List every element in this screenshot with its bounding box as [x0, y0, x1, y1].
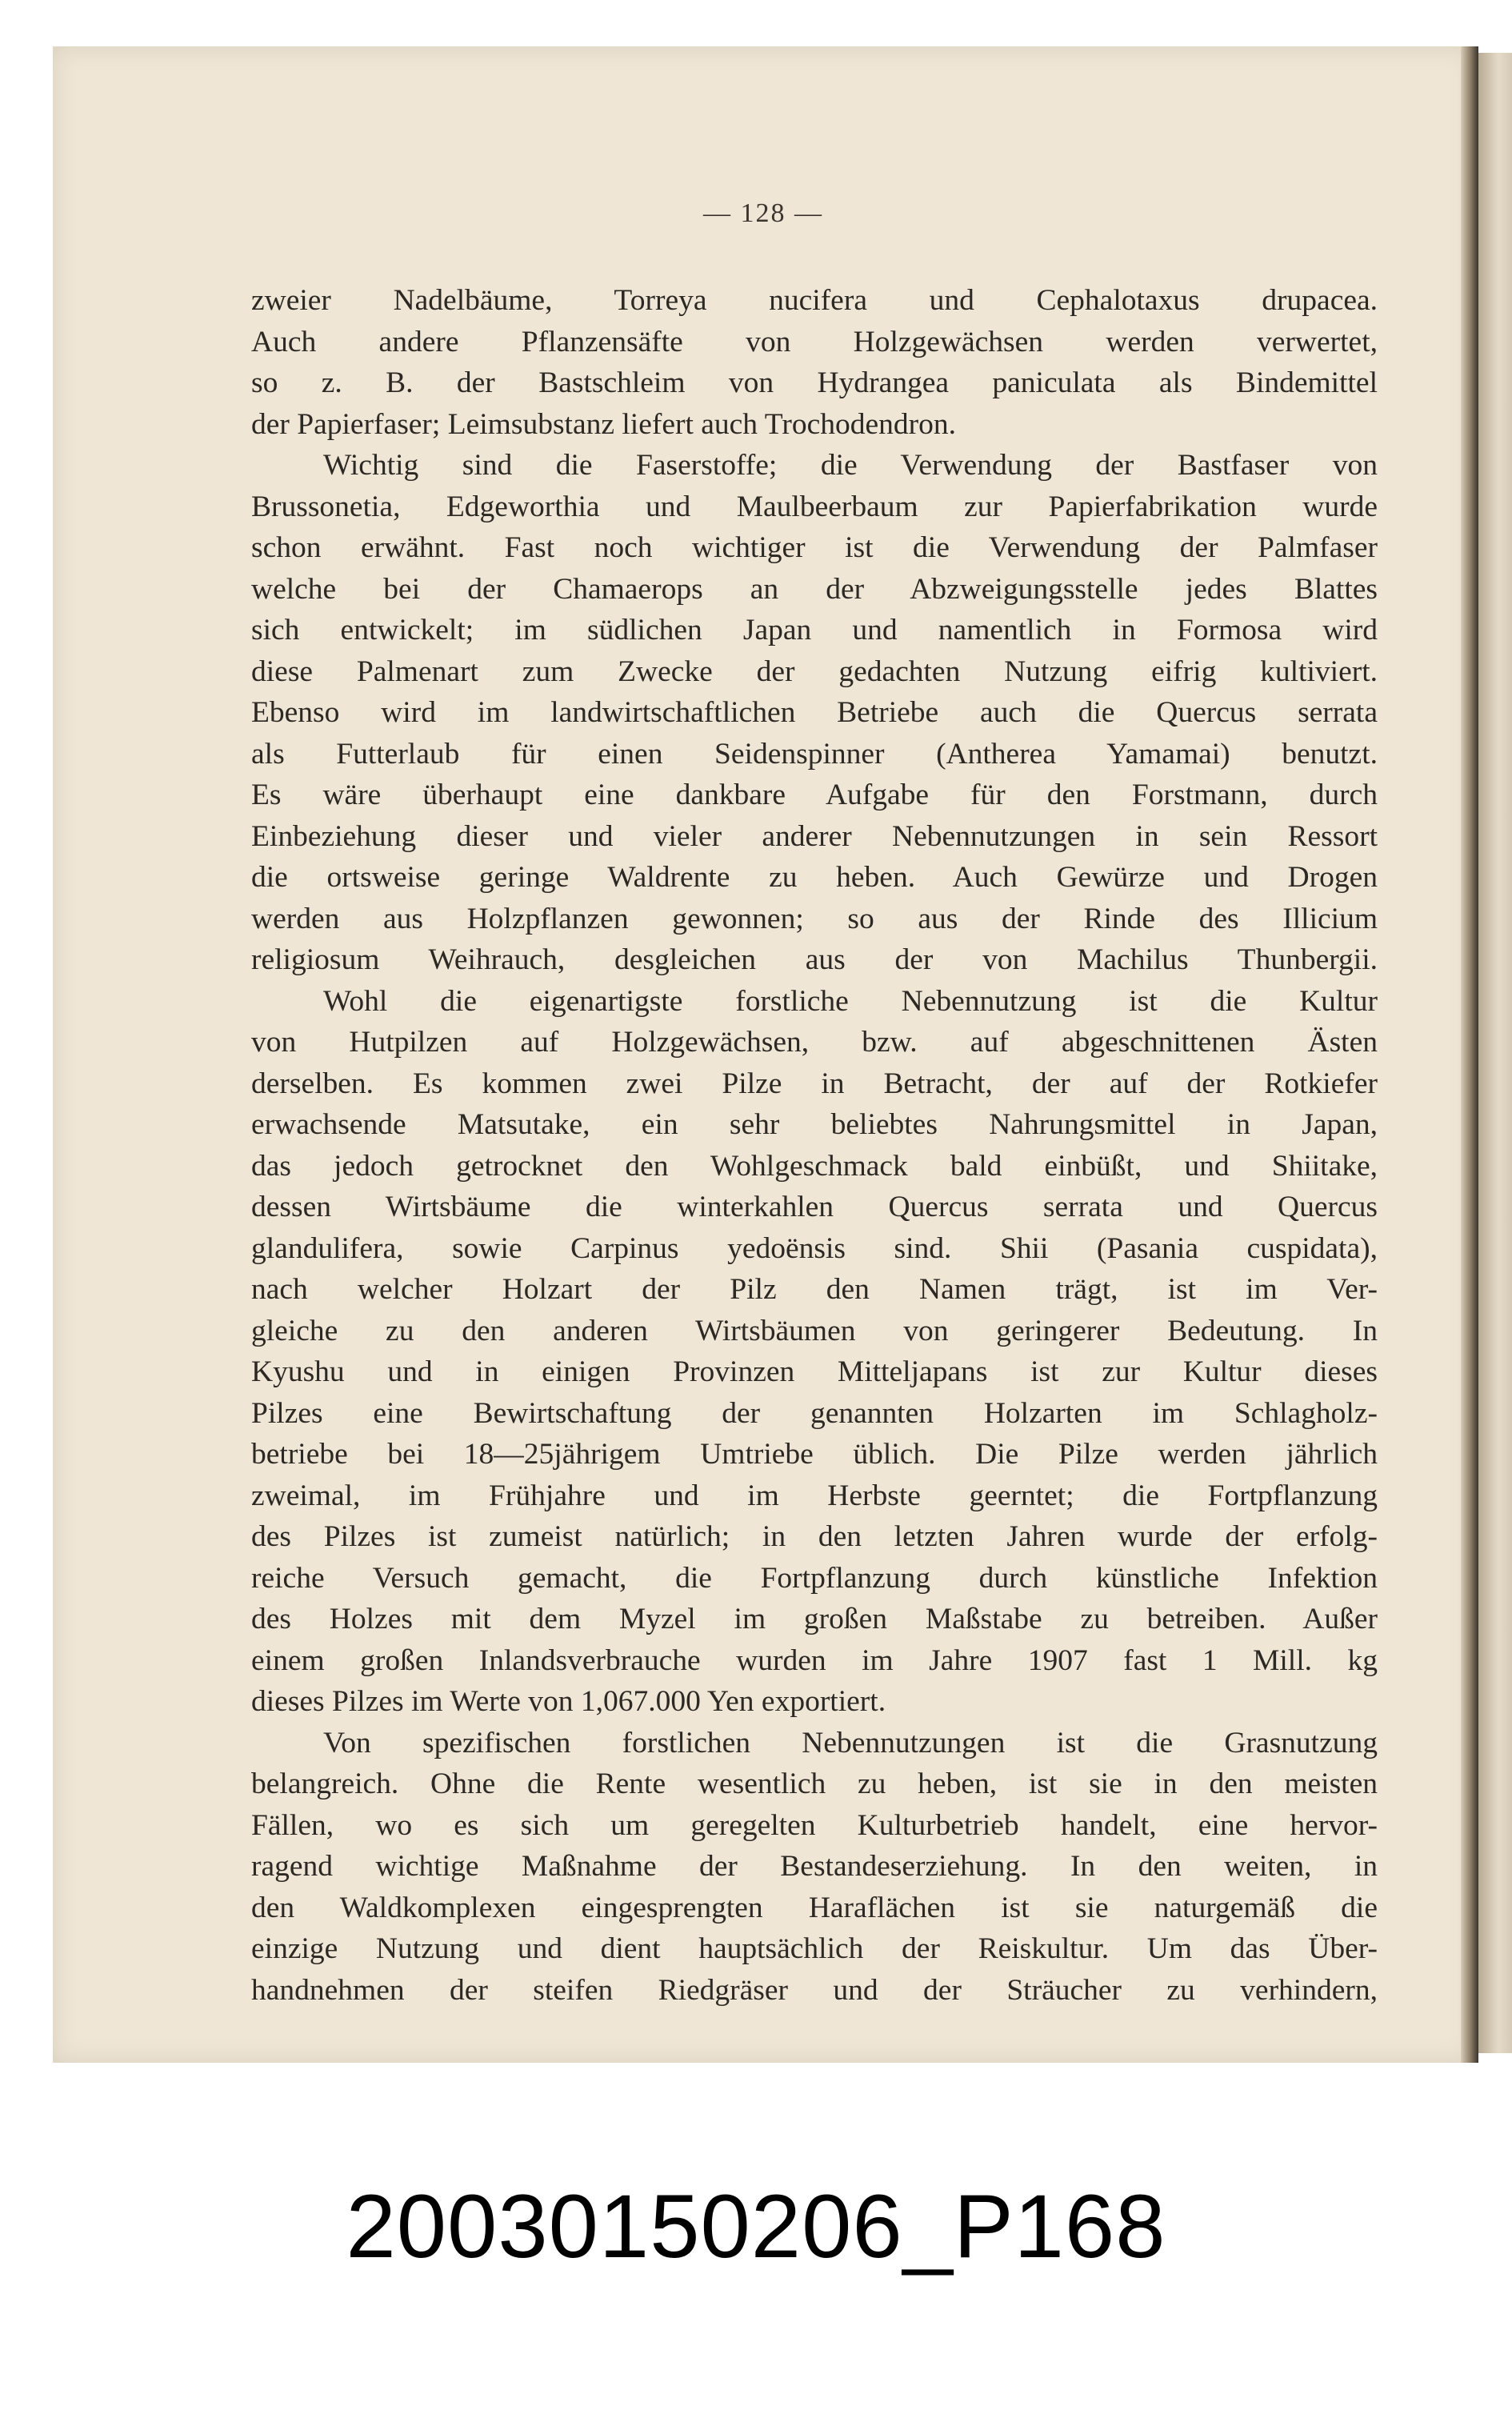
text-line: schon erwähnt. Fast noch wichtiger ist die Verwendung der Palmfaser: [251, 531, 1378, 564]
text-line: diese Palmenart zum Zwecke der gedachten Nutzung eifrig kultiviert.: [251, 655, 1378, 688]
text-line: ragend wichtige Maßnahme der Bestandeserziehung. In den weiten, in: [251, 1850, 1378, 1883]
text-line: reiche Versuch gemacht, die Fortpflanzung durch künstliche Infektion: [251, 1561, 1378, 1595]
text-line: das jedoch getrocknet den Wohlgeschmack bald einbüßt, und Shiitake,: [251, 1149, 1378, 1183]
text-line: Auch andere Pflanzensäfte von Holzgewächsen werden verwertet,: [251, 325, 1378, 358]
text-line: religiosum Weihrauch, desgleichen aus der von Machilus Thunbergii.: [251, 943, 1378, 976]
text-line: Einbeziehung dieser und vieler anderer Nebennutzungen in sein Ressort: [251, 819, 1378, 853]
text-line: Es wäre überhaupt eine dankbare Aufgabe für den Forstmann, durch: [251, 779, 1378, 811]
text-line: so z. B. der Bastschleim von Hydrangea paniculata als Bindemittel: [251, 366, 1378, 399]
text-line: als Futterlaub für einen Seidenspinner (Antherea Yamamai) benutzt.: [251, 737, 1378, 771]
text-line: einem großen Inlandsverbrauche wurden im Jahre 1907 fast 1 Mill. kg: [251, 1643, 1378, 1677]
text-line: dieses Pilzes im Werte von 1,067.000 Yen exportiert.: [251, 1685, 886, 1718]
text-line: des Holzes mit dem Myzel im großen Maßstabe zu betreiben. Außer: [251, 1603, 1378, 1635]
text-line: Kyushu und in einigen Provinzen Mitteljapans ist zur Kultur dieses: [251, 1355, 1378, 1388]
text-line: die ortsweise geringe Waldrente zu heben. Auch Gewürze und Drogen: [251, 861, 1378, 894]
text-line: Wichtig sind die Faserstoffe; die Verwendung der Bastfaser von: [323, 449, 1378, 482]
text-line: Fällen, wo es sich um geregelten Kulturbetrieb handelt, eine hervor-: [251, 1808, 1378, 1842]
text-line: einzige Nutzung und dient hauptsächlich der Reiskultur. Um das Über-: [251, 1932, 1378, 1965]
text-line: derselben. Es kommen zwei Pilze in Betracht, der auf der Rotkiefer: [251, 1067, 1378, 1100]
text-line: nach welcher Holzart der Pilz den Namen trägt, ist im Ver-: [251, 1273, 1378, 1306]
image-id-caption: 20030150206_P168: [346, 2176, 1166, 2276]
page-sheet: [53, 46, 1474, 2063]
text-line: zweier Nadelbäume, Torreya nucifera und Cephalotaxus drupacea.: [251, 284, 1378, 317]
text-line: gleiche zu den anderen Wirtsbäumen von geringerer Bedeutung. In: [251, 1314, 1378, 1347]
page-number: — 128 —: [703, 198, 823, 228]
text-line: zweimal, im Frühjahre und im Herbste geerntet; die Fortpflanzung: [251, 1479, 1378, 1512]
text-line: Ebenso wird im landwirtschaftlichen Betriebe auch die Quercus serrata: [251, 696, 1378, 729]
text-line: betriebe bei 18—25jährigem Umtriebe üblich. Die Pilze werden jährlich: [251, 1438, 1378, 1471]
text-line: belangreich. Ohne die Rente wesentlich zu heben, ist sie in den meisten: [251, 1767, 1378, 1800]
text-line: Brussonetia, Edgeworthia und Maulbeerbaum zur Papierfabrikation wurde: [251, 490, 1378, 523]
text-line: glandulifera, sowie Carpinus yedoënsis sind. Shii (Pasania cuspidata),: [251, 1231, 1378, 1265]
text-line: dessen Wirtsbäume die winterkahlen Quercus serrata und Quercus: [251, 1191, 1378, 1223]
text-line: Wohl die eigenartigste forstliche Nebennutzung ist die Kultur: [323, 984, 1378, 1018]
scanned-book-page: [53, 46, 1512, 2063]
text-line: der Papierfaser; Leimsubstanz liefert auch Trochodendron.: [251, 407, 956, 441]
text-line: von Hutpilzen auf Holzgewächsen, bzw. auf abgeschnittenen Ästen: [251, 1026, 1378, 1059]
text-line: welche bei der Chamaerops an der Abzweigungsstelle jedes Blattes: [251, 572, 1378, 606]
body-text: [251, 280, 1378, 2011]
book-spine-shadow: [1461, 46, 1478, 2063]
text-line: Pilzes eine Bewirtschaftung der genannten Holzarten im Schlagholz-: [251, 1396, 1378, 1430]
text-line: sich entwickelt; im südlichen Japan und namentlich in Formosa wird: [251, 614, 1378, 647]
text-line: den Waldkomplexen eingesprengten Haraflächen ist sie naturgemäß die: [251, 1891, 1378, 1924]
text-line: erwachsende Matsutake, ein sehr beliebtes Nahrungsmittel in Japan,: [251, 1108, 1378, 1141]
text-line: handnehmen der steifen Riedgräser und der Sträucher zu verhindern,: [251, 1973, 1378, 2007]
adjacent-page-edge: [1478, 53, 1512, 2053]
text-line: des Pilzes ist zumeist natürlich; in den letzten Jahren wurde der erfolg-: [251, 1520, 1378, 1553]
text-line: Von spezifischen forstlichen Nebennutzungen ist die Grasnutzung: [323, 1726, 1378, 1759]
text-line: werden aus Holzpflanzen gewonnen; so aus der Rinde des Illicium: [251, 902, 1378, 935]
